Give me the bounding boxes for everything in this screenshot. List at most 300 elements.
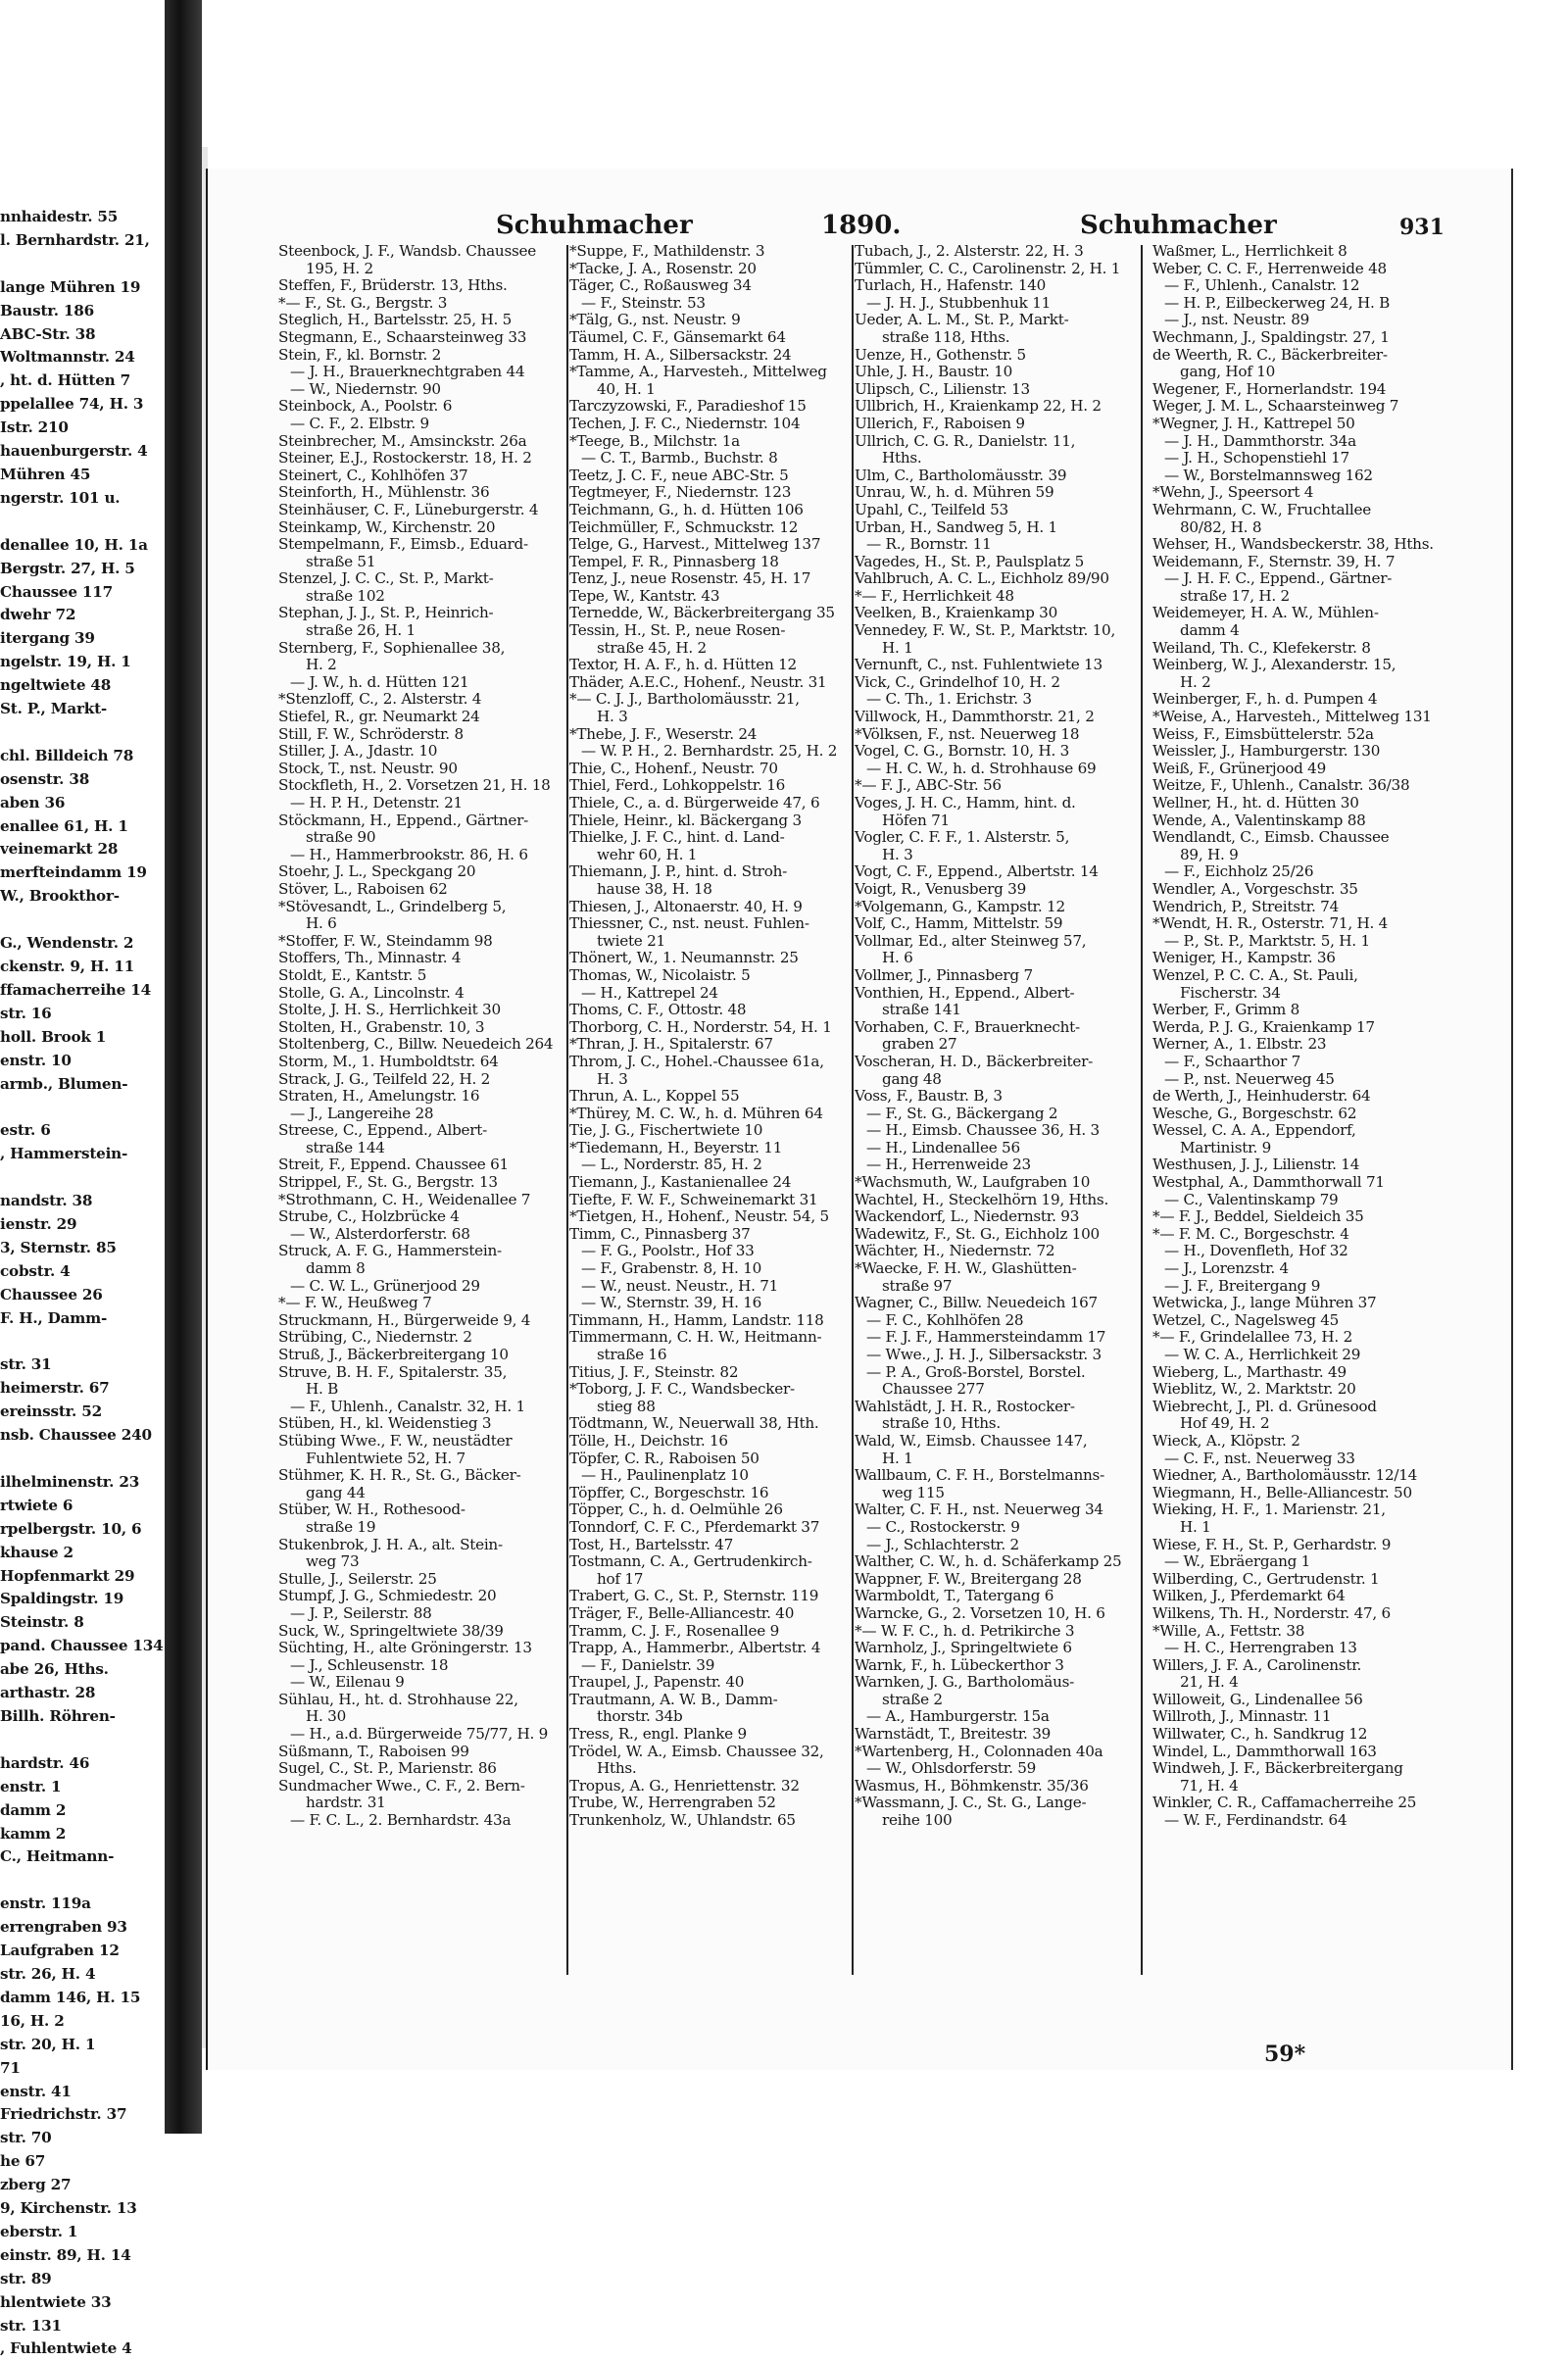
- left-page-line: enstr. 41: [0, 2082, 72, 2100]
- directory-entry: damm 8: [306, 1259, 366, 1278]
- directory-entry: H. 2: [1180, 672, 1211, 691]
- directory-entry: Ullerich, F., Raboisen 9: [855, 414, 1025, 432]
- left-page-line: [0, 1448, 165, 1471]
- directory-entry: — H., Herrenweide 23: [866, 1156, 1031, 1174]
- directory-entry: Trabert, G. C., St. P., Sternstr. 119: [569, 1587, 819, 1605]
- left-page-line: zberg 27: [0, 2176, 72, 2194]
- directory-entry: Stolte, J. H. S., Herrlichkeit 30: [278, 1001, 501, 1019]
- directory-entry: Ullrich, C. G. R., Danielstr. 11,: [855, 431, 1076, 450]
- directory-entry: Struß, J., Bäckerbreitergang 10: [278, 1346, 509, 1363]
- directory-entry: Wilkens, Th. H., Norderstr. 47, 6: [1152, 1603, 1391, 1622]
- directory-entry: H. 3: [882, 845, 913, 863]
- directory-entry: Wachtel, H., Steckelhörn 19, Hths.: [855, 1190, 1109, 1208]
- directory-entry: Ulipsch, C., Lilienstr. 13: [855, 379, 1030, 398]
- directory-entry: Thie, C., Hohenf., Neustr. 70: [569, 759, 778, 777]
- directory-entry: Wald, W., Eimsb. Chaussee 147,: [855, 1431, 1088, 1450]
- directory-entry: Vogel, C. G., Bornstr. 10, H. 3: [855, 742, 1070, 761]
- directory-entry: Winkler, C. R., Caffamacherreihe 25: [1152, 1794, 1417, 1812]
- directory-entry: — J. H. F. C., Eppend., Gärtner-: [1164, 569, 1393, 588]
- directory-entry: straße 51: [306, 552, 376, 570]
- directory-entry: reihe 100: [882, 1811, 953, 1830]
- directory-entry: — P., St. P., Marktstr. 5, H. 1: [1164, 931, 1370, 950]
- directory-entry: — P. A., Groß-Borstel, Borstel.: [866, 1362, 1086, 1381]
- left-page-line: khause 2: [0, 1543, 74, 1561]
- directory-entry: straße 17, H. 2: [1180, 586, 1290, 605]
- directory-entry: *Thürey, M. C. W., h. d. Mühren 64: [569, 1104, 823, 1122]
- directory-entry: — C. Th., 1. Erichstr. 3: [866, 690, 1032, 709]
- left-page-line: Laufgraben 12: [0, 1942, 120, 1960]
- directory-entry: de Werth, J., Heinhuderstr. 64: [1152, 1087, 1371, 1106]
- directory-entry: straße 118, Hths.: [882, 327, 1010, 346]
- directory-entry: *Wendt, H. R., Osterstr. 71, H. 4: [1152, 914, 1389, 933]
- directory-entry: *Wassmann, J. C., St. G., Lange-: [855, 1794, 1087, 1812]
- directory-entry: 80/82, H. 8: [1180, 517, 1262, 536]
- left-page-line: ffamacherreihe 14: [0, 980, 151, 999]
- directory-entry: Tümmler, C. C., Carolinenstr. 2, H. 1: [855, 259, 1121, 277]
- directory-entry: Weitze, F., Uhlenh., Canalstr. 36/38: [1152, 776, 1410, 795]
- directory-entry: H. 1: [882, 638, 913, 657]
- left-page-line: str. 31: [0, 1355, 52, 1374]
- directory-entry: Stoldt, E., Kantstr. 5: [278, 965, 427, 984]
- directory-entry: Thorborg, C. H., Norderstr. 54, H. 1: [569, 1017, 832, 1036]
- directory-entry: *— F., Herrlichkeit 48: [855, 586, 1014, 605]
- directory-entry: Tramm, C. J. F., Rosenallee 9: [569, 1621, 779, 1640]
- left-page-line: [0, 1331, 165, 1354]
- directory-entry: Hths.: [882, 449, 922, 467]
- directory-entry: Wieking, H. F., 1. Marienstr. 21,: [1152, 1500, 1386, 1519]
- directory-entry: Teetz, J. C. F., neue ABC-Str. 5: [569, 466, 789, 484]
- directory-entry: Wilberding, C., Gertrudenstr. 1: [1152, 1569, 1380, 1588]
- directory-entry: Höfen 71: [882, 811, 950, 829]
- directory-entry: — H. C. W., h. d. Strohhause 69: [866, 759, 1097, 777]
- directory-entry: Thäder, A.E.C., Hohenf., Neustr. 31: [569, 672, 827, 691]
- left-page-line: 16, H. 2: [0, 2011, 65, 2030]
- directory-entry: — F. C., Kohlhöfen 28: [866, 1310, 1024, 1329]
- directory-entry: Stoltenberg, C., Billw. Neuedeich 264: [278, 1035, 554, 1054]
- directory-entry: Suck, W., Springeltwiete 38/39: [278, 1621, 504, 1640]
- directory-entry: gang 44: [306, 1483, 366, 1501]
- directory-entry: Wetzel, C., Nagelsweg 45: [1152, 1310, 1340, 1329]
- directory-entry: Steinert, C., Kohlhöfen 37: [278, 466, 468, 484]
- directory-entry: Stein, F., kl. Bornstr. 2: [278, 345, 442, 364]
- directory-entry: Weniger, H., Kampstr. 36: [1152, 949, 1336, 967]
- directory-entry: Wiebrecht, J., Pl. d. Grünesood: [1152, 1397, 1377, 1415]
- directory-entry: gang, Hof 10: [1180, 363, 1276, 381]
- directory-entry: — J. P., Seilerstr. 88: [290, 1603, 432, 1622]
- directory-entry: straße 19: [306, 1517, 376, 1536]
- column-divider: [1141, 245, 1143, 1975]
- directory-entry: Tölle, H., Deichstr. 16: [569, 1431, 728, 1450]
- directory-entry: Wagner, C., Billw. Neuedeich 167: [855, 1294, 1098, 1312]
- directory-entry: Wehrmann, C. W., Fruchtallee: [1152, 500, 1371, 518]
- column-divider: [852, 245, 854, 1975]
- directory-entry: Wenzel, P. C. C. A., St. Pauli,: [1152, 965, 1358, 984]
- directory-entry: *Strothmann, C. H., Weidenallee 7: [278, 1190, 531, 1208]
- directory-entry: Wappner, F. W., Breitergang 28: [855, 1569, 1082, 1588]
- left-page-line: [0, 511, 165, 534]
- directory-entry: straße 10, Hths.: [882, 1414, 1001, 1433]
- directory-entry: *Wegner, J. H., Kattrepel 50: [1152, 414, 1355, 432]
- left-page-line: kamm 2: [0, 1824, 67, 1843]
- left-page-line: , ht. d. Hütten 7: [0, 371, 130, 390]
- directory-entry: *Stenzloff, C., 2. Alsterstr. 4: [278, 690, 482, 709]
- directory-entry: Streit, F., Eppend. Chaussee 61: [278, 1156, 509, 1174]
- directory-entry: Windel, L., Dammthorwall 163: [1152, 1742, 1377, 1760]
- directory-entry: Stöckmann, H., Eppend., Gärtner-: [278, 811, 528, 829]
- left-page-line: Friedrichstr. 37: [0, 2105, 127, 2124]
- directory-entry: *Tiedemann, H., Beyerstr. 11: [569, 1138, 783, 1156]
- directory-entry: Thiel, Ferd., Lohkoppelstr. 16: [569, 776, 786, 795]
- directory-entry: — J. W., h. d. Hütten 121: [290, 672, 469, 691]
- directory-entry: Chaussee 277: [882, 1380, 985, 1399]
- left-page-line: Baustr. 186: [0, 301, 94, 320]
- directory-entry: *— F., St. G., Bergstr. 3: [278, 293, 448, 312]
- directory-entry: Volf, C., Hamm, Mittelstr. 59: [855, 914, 1063, 933]
- directory-entry: — W., Alsterdorferstr. 68: [290, 1224, 470, 1243]
- directory-entry: Tamm, H. A., Silbersackstr. 24: [569, 345, 792, 364]
- directory-entry: Strippel, F., St. G., Bergstr. 13: [278, 1173, 498, 1192]
- left-page-line: itergang 39: [0, 629, 95, 648]
- directory-entry: *Wachsmuth, W., Laufgraben 10: [855, 1173, 1091, 1192]
- directory-entry: Timmann, H., Hamm, Landstr. 118: [569, 1310, 824, 1329]
- directory-entry: straße 102: [306, 586, 385, 605]
- directory-entry: H. 1: [1180, 1517, 1211, 1536]
- directory-entry: *Tamme, A., Harvesteh., Mittelweg: [569, 363, 827, 381]
- header-right-title: Schuhmacher: [1080, 211, 1277, 240]
- left-page-line: St. P., Markt-: [0, 700, 108, 718]
- directory-entry: Wilken, J., Pferdemarkt 64: [1152, 1587, 1346, 1605]
- directory-entry: H. 2: [306, 656, 337, 674]
- left-page-line: , Fuhlentwiete 4: [0, 2339, 132, 2358]
- directory-entry: Trapp, A., Hammerbr., Albertstr. 4: [569, 1639, 821, 1657]
- directory-entry: straße 45, H. 2: [597, 638, 707, 657]
- directory-entry: — W., Borstelmannsweg 162: [1164, 466, 1373, 484]
- directory-entry: straße 90: [306, 828, 376, 847]
- directory-entry: Warnk, F., h. Lübeckerthor 3: [855, 1655, 1064, 1674]
- directory-entry: *Thran, J. H., Spitalerstr. 67: [569, 1035, 773, 1054]
- directory-entry: — J. H. J., Stubbenhuk 11: [866, 293, 1052, 312]
- directory-entry: Steenbock, J. F., Wandsb. Chaussee: [278, 242, 537, 260]
- directory-entry: Vogler, C. F. F., 1. Alsterstr. 5,: [855, 828, 1070, 847]
- directory-entry: — H., Lindenallee 56: [866, 1138, 1020, 1156]
- left-page-line: dwehr 72: [0, 606, 76, 624]
- left-page-line: ngerstr. 101 u.: [0, 488, 121, 507]
- directory-entry: — W., Niedernstr. 90: [290, 379, 441, 398]
- directory-entry: Streese, C., Eppend., Albert-: [278, 1121, 488, 1140]
- signature-mark: 59*: [1264, 2041, 1306, 2067]
- left-page-fragment: [0, 206, 165, 2358]
- directory-entry: Willers, J. F. A., Carolinenstr.: [1152, 1655, 1362, 1674]
- directory-entry: — P., nst. Neuerweg 45: [1164, 1069, 1335, 1088]
- directory-entry: Martinistr. 9: [1180, 1138, 1272, 1156]
- directory-entry: H. 6: [882, 949, 913, 967]
- left-page-line: enstr. 1: [0, 1777, 62, 1795]
- left-page-line: 71: [0, 2058, 21, 2077]
- directory-entry: Tempel, F. R., Pinnasberg 18: [569, 552, 779, 570]
- directory-entry: Stempelmann, F., Eimsb., Eduard-: [278, 535, 528, 554]
- directory-entry: Strube, C., Holzbrücke 4: [278, 1207, 460, 1226]
- directory-column-2: [569, 243, 850, 2017]
- directory-entry: Tepe, W., Kantstr. 43: [569, 586, 720, 605]
- header-left-title: Schuhmacher: [496, 211, 693, 240]
- directory-entry: hardstr. 31: [306, 1794, 386, 1812]
- directory-entry: Vennedey, F. W., St. P., Marktstr. 10,: [855, 621, 1116, 640]
- directory-entry: Stoffers, Th., Minnastr. 4: [278, 949, 462, 967]
- directory-entry: Traupel, J., Papenstr. 40: [569, 1673, 745, 1692]
- directory-entry: Tostmann, C. A., Gertrudenkirch-: [569, 1552, 812, 1571]
- directory-entry: — H. P., Eilbeckerweg 24, H. B: [1164, 293, 1391, 312]
- directory-entry: — F., Schaarthor 7: [1164, 1052, 1301, 1070]
- directory-entry: Wehser, H., Wandsbeckerstr. 38, Hths.: [1152, 535, 1434, 554]
- directory-entry: Wetwicka, J., lange Mühren 37: [1152, 1294, 1377, 1312]
- left-page-line: enstr. 10: [0, 1051, 72, 1069]
- directory-entry: straße 141: [882, 1001, 961, 1019]
- directory-entry: Stoehr, J. L., Speckgang 20: [278, 862, 476, 881]
- directory-entry: Sühlau, H., ht. d. Strohhause 22,: [278, 1690, 518, 1708]
- left-page-line: he 67: [0, 2152, 46, 2171]
- directory-entry: Tessin, H., St. P., neue Rosen-: [569, 621, 786, 640]
- directory-column-4: [1152, 243, 1437, 2017]
- directory-entry: Thiesen, J., Altonaerstr. 40, H. 9: [569, 897, 803, 915]
- directory-entry: — F. J. F., Hammersteindamm 17: [866, 1328, 1106, 1347]
- directory-entry: Thiessner, C., nst. neust. Fuhlen-: [569, 914, 809, 933]
- directory-entry: 71, H. 4: [1180, 1776, 1239, 1795]
- directory-entry: Trödel, W. A., Eimsb. Chaussee 32,: [569, 1742, 824, 1760]
- directory-entry: H. 1: [882, 1449, 913, 1467]
- left-page-line: [0, 1166, 165, 1190]
- directory-entry: Timmermann, C. H. W., Heitmann-: [569, 1328, 822, 1347]
- directory-entry: Stüber, W. H., Rothesood-: [278, 1500, 466, 1519]
- directory-entry: Villwock, H., Dammthorstr. 21, 2: [855, 708, 1095, 726]
- directory-entry: Süßmann, T., Raboisen 99: [278, 1742, 469, 1760]
- directory-entry: — W., Eilenau 9: [290, 1673, 405, 1692]
- directory-entry: — C. T., Barmb., Buchstr. 8: [581, 449, 778, 467]
- left-page-line: damm 2: [0, 1800, 67, 1819]
- directory-entry: *— C. J. J., Bartholomäusstr. 21,: [569, 690, 800, 709]
- directory-entry: — R., Bornstr. 11: [866, 535, 992, 554]
- directory-entry: Windweh, J. F., Bäckerbreitergang: [1152, 1759, 1403, 1778]
- directory-entry: — L., Norderstr. 85, H. 2: [581, 1156, 762, 1174]
- directory-entry: — H., Hammerbrookstr. 86, H. 6: [290, 845, 528, 863]
- left-page-line: Hopfenmarkt 29: [0, 1566, 135, 1585]
- directory-entry: — F., Eichholz 25/26: [1164, 862, 1314, 881]
- directory-entry: stieg 88: [597, 1397, 656, 1415]
- directory-entry: — F., Grabenstr. 8, H. 10: [581, 1259, 762, 1278]
- directory-entry: Weidemeyer, H. A. W., Mühlen-: [1152, 604, 1379, 622]
- directory-entry: Struve, B. H. F., Spitalerstr. 35,: [278, 1362, 508, 1381]
- directory-entry: Thönert, W., 1. Neumannstr. 25: [569, 949, 799, 967]
- left-page-line: str. 89: [0, 2269, 52, 2287]
- directory-entry: Teichmann, G., h. d. Hütten 106: [569, 500, 804, 518]
- left-page-line: hardstr. 46: [0, 1753, 90, 1772]
- left-page-line: Bergstr. 27, H. 5: [0, 559, 135, 577]
- directory-entry: Weger, J. M. L., Schaarsteinweg 7: [1152, 397, 1399, 416]
- directory-entry: straße 26, H. 1: [306, 621, 416, 640]
- left-page-line: 9, Kirchenstr. 13: [0, 2199, 137, 2218]
- directory-entry: Turlach, H., Hafenstr. 140: [855, 276, 1047, 295]
- directory-entry: Steiner, E.J., Rostockerstr. 18, H. 2: [278, 449, 532, 467]
- directory-entry: Wessel, C. A. A., Eppendorf,: [1152, 1121, 1356, 1140]
- directory-entry: Westphal, A., Dammthorwall 71: [1152, 1173, 1385, 1192]
- directory-entry: — W., Ohlsdorferstr. 59: [866, 1759, 1037, 1778]
- directory-entry: Voges, J. H. C., Hamm, hint. d.: [855, 794, 1076, 812]
- left-page-line: nandstr. 38: [0, 1192, 93, 1210]
- directory-entry: Teichmüller, F., Schmuckstr. 12: [569, 517, 799, 536]
- left-page-line: str. 16: [0, 1004, 52, 1022]
- page-number: 931: [1399, 215, 1445, 240]
- directory-entry: *— F. W., Heußweg 7: [278, 1294, 432, 1312]
- left-page-line: hlentwiete 33: [0, 2292, 112, 2311]
- book-gutter: [165, 0, 202, 2134]
- left-page-line: [0, 721, 165, 745]
- directory-entry: Straten, H., Amelungstr. 16: [278, 1087, 480, 1106]
- directory-entry: Storm, M., 1. Humboldtstr. 64: [278, 1052, 499, 1070]
- directory-entry: Stübing Wwe., F. W., neustädter: [278, 1431, 513, 1450]
- directory-entry: 89, H. 9: [1180, 845, 1239, 863]
- left-page-line: str. 26, H. 4: [0, 1964, 96, 1983]
- directory-entry: Tubach, J., 2. Alsterstr. 22, H. 3: [855, 242, 1084, 260]
- directory-entry: thorstr. 34b: [597, 1707, 683, 1726]
- directory-entry: weg 73: [306, 1552, 360, 1571]
- directory-entry: *Stoffer, F. W., Steindamm 98: [278, 931, 493, 950]
- left-page-line: [0, 1096, 165, 1119]
- directory-entry: — H. C., Herrengraben 13: [1164, 1639, 1357, 1657]
- directory-entry: — F., Steinstr. 53: [581, 293, 706, 312]
- left-page-line: str. 131: [0, 2316, 62, 2335]
- directory-entry: Strack, J. G., Teilfeld 22, H. 2: [278, 1069, 491, 1088]
- left-page-line: [0, 253, 165, 276]
- directory-entry: Stolle, G. A., Lincolnstr. 4: [278, 983, 465, 1002]
- directory-entry: Wende, A., Valentinskamp 88: [1152, 811, 1366, 829]
- directory-entry: twiete 21: [597, 931, 665, 950]
- directory-entry: Westhusen, J. J., Lilienstr. 14: [1152, 1156, 1360, 1174]
- directory-entry: Fischerstr. 34: [1180, 983, 1281, 1002]
- directory-entry: Hof 49, H. 2: [1180, 1414, 1270, 1433]
- directory-entry: Wendlandt, C., Eimsb. Chaussee: [1152, 828, 1390, 847]
- directory-entry: Willoweit, G., Lindenallee 56: [1152, 1690, 1363, 1708]
- directory-entry: Steglich, H., Bartelsstr. 25, H. 5: [278, 311, 513, 329]
- directory-entry: — J., nst. Neustr. 89: [1164, 311, 1310, 329]
- left-page-line: [0, 1869, 165, 1893]
- directory-column-1: [278, 243, 564, 2017]
- left-page-line: einstr. 89, H. 14: [0, 2245, 131, 2264]
- directory-entry: Weber, C. C. F., Herrenweide 48: [1152, 259, 1387, 277]
- left-page-line: damm 146, H. 15: [0, 1988, 141, 2006]
- left-page-line: ngelstr. 19, H. 1: [0, 653, 131, 671]
- directory-entry: Tress, R., engl. Planke 9: [569, 1725, 747, 1744]
- directory-entry: Tropus, A. G., Henriettenstr. 32: [569, 1776, 800, 1795]
- directory-entry: Töpfer, C. R., Raboisen 50: [569, 1449, 760, 1467]
- directory-entry: Sugel, C., St. P., Marienstr. 86: [278, 1759, 497, 1778]
- directory-entry: Weidemann, F., Sternstr. 39, H. 7: [1152, 552, 1396, 570]
- directory-entry: Sternberg, F., Sophienallee 38,: [278, 638, 506, 657]
- directory-entry: Urban, H., Sandweg 5, H. 1: [855, 517, 1057, 536]
- directory-entry: Wendler, A., Vorgeschstr. 35: [1152, 879, 1358, 898]
- left-page-line: , Hammerstein-: [0, 1145, 128, 1163]
- directory-entry: damm 4: [1180, 621, 1240, 640]
- directory-entry: Süchting, H., alte Gröningerstr. 13: [278, 1639, 532, 1657]
- directory-entry: straße 16: [597, 1346, 667, 1363]
- left-page-line: armb., Blumen-: [0, 1074, 128, 1093]
- directory-entry: — F., Uhlenh., Canalstr. 32, H. 1: [290, 1397, 525, 1415]
- directory-entry: Tie, J. G., Fischertwiete 10: [569, 1121, 763, 1140]
- directory-entry: Techen, J. F. C., Niedernstr. 104: [569, 414, 801, 432]
- page-header: [284, 211, 1445, 246]
- left-page-line: eberstr. 1: [0, 2222, 78, 2240]
- directory-entry: Willwater, C., h. Sandkrug 12: [1152, 1725, 1368, 1744]
- directory-entry: Steffen, F., Brüderstr. 13, Hths.: [278, 276, 508, 295]
- directory-entry: Tiemann, J., Kastanienallee 24: [569, 1173, 792, 1192]
- directory-entry: — J. F., Breitergang 9: [1164, 1276, 1321, 1295]
- directory-entry: Sundmacher Wwe., C. F., 2. Bern-: [278, 1776, 525, 1795]
- directory-column-3: [855, 243, 1139, 2017]
- left-page-line: Chaussee 26: [0, 1285, 103, 1303]
- directory-entry: Walter, C. F. H., nst. Neuerweg 34: [855, 1500, 1103, 1519]
- directory-entry: — J., Lorenzstr. 4: [1164, 1259, 1289, 1278]
- left-page-line: arthastr. 28: [0, 1684, 96, 1702]
- directory-entry: H. 30: [306, 1707, 346, 1726]
- directory-entry: Tonndorf, C. F. C., Pferdemarkt 37: [569, 1517, 820, 1536]
- left-page-line: abe 26, Hths.: [0, 1660, 109, 1679]
- directory-entry: Thiele, Heinr., kl. Bäckergang 3: [569, 811, 802, 829]
- directory-entry: hof 17: [597, 1569, 644, 1588]
- left-page-line: ppelallee 74, H. 3: [0, 395, 144, 414]
- directory-entry: — F. C. L., 2. Bernhardstr. 43a: [290, 1811, 512, 1830]
- directory-entry: Werda, P. J. G., Kraienkamp 17: [1152, 1017, 1375, 1036]
- directory-entry: Trube, W., Herrengraben 52: [569, 1794, 776, 1812]
- directory-entry: straße 2: [882, 1690, 943, 1708]
- directory-entry: 195, H. 2: [306, 259, 373, 277]
- left-page-line: ABC-Str. 38: [0, 324, 96, 343]
- directory-entry: — J., Langereihe 28: [290, 1104, 434, 1122]
- left-page-line: cobstr. 4: [0, 1261, 71, 1280]
- directory-entry: *Wille, A., Fettstr. 38: [1152, 1621, 1305, 1640]
- directory-entry: — C., Rostockerstr. 9: [866, 1517, 1020, 1536]
- directory-entry: 40, H. 1: [597, 379, 656, 398]
- directory-entry: Unrau, W., h. d. Mühren 59: [855, 483, 1054, 502]
- left-page-line: rpelbergstr. 10, 6: [0, 1519, 142, 1538]
- directory-entry: Thrun, A. L., Koppel 55: [569, 1087, 740, 1106]
- directory-entry: Weiland, Th. C., Klefekerstr. 8: [1152, 638, 1371, 657]
- directory-entry: Vogt, C. F., Eppend., Albertstr. 14: [855, 862, 1099, 881]
- directory-entry: — H., Paulinenplatz 10: [581, 1466, 749, 1485]
- directory-entry: Veelken, B., Kraienkamp 30: [855, 604, 1057, 622]
- directory-entry: wehr 60, H. 1: [597, 845, 698, 863]
- directory-entry: Vorhaben, C. F., Brauerknecht-: [855, 1017, 1080, 1036]
- left-page-line: chl. Billdeich 78: [0, 746, 134, 764]
- directory-entry: *Tälg, G., nst. Neustr. 9: [569, 311, 741, 329]
- directory-entry: Wiegmann, H., Belle-Alliancestr. 50: [1152, 1483, 1412, 1501]
- directory-entry: Warnstädt, T., Breitestr. 39: [855, 1725, 1052, 1744]
- directory-entry: — W., Sternstr. 39, H. 16: [581, 1294, 762, 1312]
- directory-entry: Wieblitz, W., 2. Marktstr. 20: [1152, 1380, 1356, 1399]
- left-page-line: heimerstr. 67: [0, 1379, 110, 1398]
- directory-entry: Stukenbrok, J. H. A., alt. Stein-: [278, 1535, 503, 1553]
- directory-entry: Steinbock, A., Poolstr. 6: [278, 397, 453, 416]
- directory-entry: — H., Kattrepel 24: [581, 983, 718, 1002]
- left-page-line: ilhelminenstr. 23: [0, 1472, 140, 1491]
- directory-entry: — C. W. L., Grünerjood 29: [290, 1276, 480, 1295]
- directory-entry: Warmboldt, T., Tatergang 6: [855, 1587, 1054, 1605]
- directory-entry: Wahlstädt, J. H. R., Rostocker-: [855, 1397, 1075, 1415]
- directory-entry: — Wwe., J. H. J., Silbersackstr. 3: [866, 1346, 1102, 1363]
- directory-entry: Voscheran, H. D., Bäckerbreiter-: [855, 1052, 1094, 1070]
- directory-entry: Warncke, G., 2. Vorsetzen 10, H. 6: [855, 1603, 1105, 1622]
- directory-entry: Voss, F., Baustr. B, 3: [855, 1087, 1003, 1106]
- directory-entry: Ulm, C., Bartholomäusstr. 39: [855, 466, 1067, 484]
- column-divider: [566, 245, 568, 1975]
- directory-entry: — W. F., Ferdinandstr. 64: [1164, 1811, 1348, 1830]
